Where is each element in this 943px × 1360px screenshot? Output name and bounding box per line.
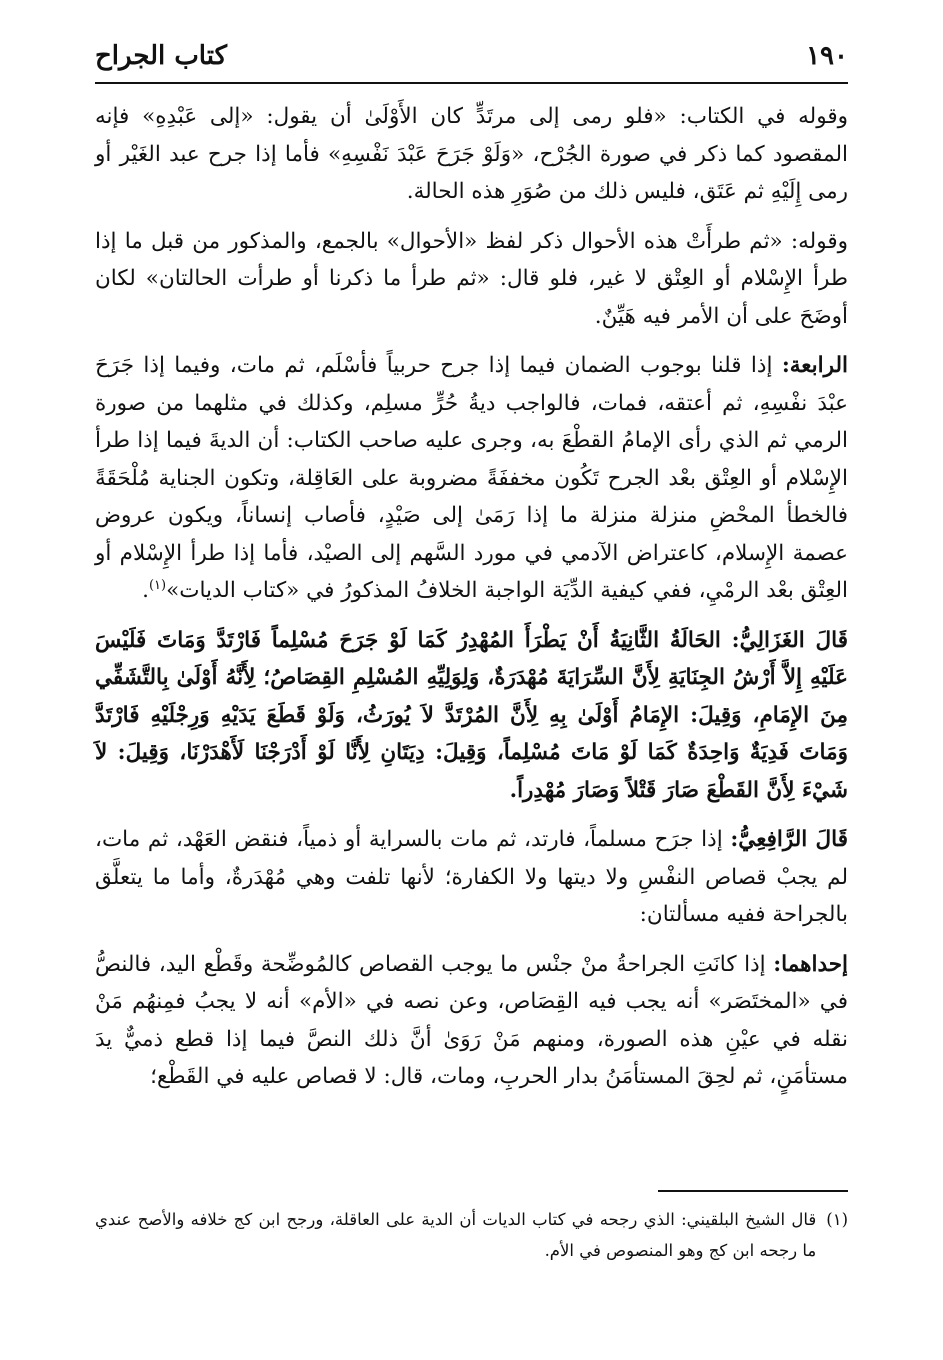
footnote: [95, 1204, 848, 1266]
paragraph: [95, 223, 848, 336]
page-header: [95, 36, 848, 76]
paragraph-text: وقوله: «ثم طرأَتْ هذه الأحوال ذكر لفظ «الأحوال» بالجمع، والمذكور من قبل ما إذا طرأ الإِسْلام أو العِتْق لا غير، فلو قال: «ثم طرأ ما ذكرنا أو طرأت الحالتان» لكان أوضَحَ على أن الأمر فيه هَيِّنٌ.: [95, 228, 848, 329]
paragraph-text: الحَالَةُ الثَّانِيَةُ أَنْ يَطْرَأَ المُهْدِرُ كَمَا لَوْ جَرَحَ مُسْلِماً فَارْتَدَّ وَمَاتَ فَلَيْسَ عَلَيْهِ إِلاَّ أَرْشُ الجِنَايَةِ لِأَنَّ السِّرَايَةَ مُهْدَرَةٌ، وَلِوَلِيِّهِ المُسْلِمِ القِصَاصُ؛ لِأَنَّهُ أَوْلَىٰ بِالتَّشَفِّي مِنَ الإِمَامِ، وَقِيلَ: الإِمَامُ أَوْلَىٰ بِهِ لِأَنَّ المُرْتَدَّ لاَ يُورَثُ، وَلَوْ قَطَعَ يَدَيْهِ وَرِجْلَيْهِ فَارْتَدَّ وَمَاتَ فَدِيَةٌ وَاحِدَةٌ كَمَا لَوْ مَاتَ مُسْلِماً، وَقِيلَ: دِيَتَانِ لِأَنَّا لَوْ أَدْرَجْنَا لَأَهْدَرْنَا، وَقِيلَ: لاَ شَيْءَ لِأَنَّ القَطْعَ صَارَ قَتْلاً وَصَارَ مُهْدِراً.: [95, 627, 848, 803]
paragraph-text: وقوله في الكتاب: «فلو رمى إلى مرتَدٍّ كان الأَوْلَىٰ أن يقول: «إلى عَبْدِهِ» فإنه المقصود كما ذكر في صورة الجُرْح، «وَلَوْ جَرَحَ عَبْدَ نَفْسِهِ» فأما إذا جرح عبد الغَيْر أو رمى إِلَيْهِ ثم عَتَق، فليس ذلك من صُوَرِ هذه الحالة.: [95, 104, 848, 204]
paragraph: [95, 946, 848, 1096]
footnote-text: قال الشيخ البلقيني: الذي رجحه في كتاب الديات أن الدية على العاقلة، ورجح ابن كج خلافه والأصح عندي ما رجحه ابن كج وهو المنصوص في الأم.: [95, 1210, 817, 1260]
paragraph: [95, 347, 848, 610]
footnotes: [95, 1204, 848, 1266]
paragraph-text: إذا كانَتِ الجراحةُ منْ جنْس ما يوجب القصاص كالمُوضِّحة وقَطْع اليد، فالنصُّ في «المختَصَر» أنه يجب فيه القِصَاص، وعن نصه في «الأم» أنه لا يجبُ فمِنهُم مَنْ نقله في عيْنِ هذه الصورة، ومنهم مَنْ رَوَىٰ أنَّ ذلك النصَّ فيما إذا قطع ذميٌّ يدَ مستأمَنٍ، ثم لحِقَ المستأمَنُ بدار الحربِ، ومات، قال: لا قصاص عليه في القَطْع؛: [95, 951, 848, 1089]
paragraph-text: إذا جرَح مسلماً، فارتد، ثم مات بالسراية أو ذمياً، فنقض العَهْد، ثم مات، لم يجبْ قصاص النفْسِ ولا ديتها ولا الكفارة؛ لأنها تلفت وهي مُهْدَرةٌ، وأما ما يتعلَّق بالجراحة ففيه مسألتان:: [95, 827, 848, 927]
paragraph-lead: الرابعة:: [781, 353, 848, 378]
quoted-paragraph: [95, 622, 848, 810]
footnote-number: (١): [826, 1210, 848, 1229]
paragraph-lead: إحداهما:: [773, 951, 848, 977]
page-number: ١٩٠: [806, 41, 848, 71]
paragraph-lead: قَالَ الرَّافِعِيُّ:: [730, 827, 848, 852]
paragraph-lead: قَالَ الغَزَالِيُّ:: [731, 627, 848, 653]
footnote-divider: [658, 1190, 848, 1192]
paragraph-tail: .: [142, 578, 149, 603]
header-divider: [95, 82, 848, 84]
paragraph-text: إذا قلنا بوجوب الضمان فيما إذا جرح حربياً فأسْلَم، ثم مات، وفيما إذا جَرَحَ عبْدَ نفْسِهِ، ثم أعتقه، فمات، فالواجب ديةُ حُرٍّ مسلِم، وكذلك في مثلهما من صورة الرمي ثم الذي رأى الإمامُ القطْعَ به، وجرى عليه صاحب الكتاب: أن الديةَ فيما إذا طرأ الإِسْلام أو العِتْق بعْد الجرح تَكُون مخففَةً مضروبة على العَاقِلة، وتكون الجناية مُلْحَقَةً فالخطأ المحْضِ منزلة منزلة ما إذا رَمَىٰ إلى صَيْدٍ، فأصاب إنساناً، ويكون عروض عصمة الإِسلام، كاعتراض الآدمي في مورد السَّهم إلى الصيْد، فأما إذا طرأ الإِسْلام أو العِتْق بعْد الرمْيِ، ففي كيفية الدِّيَة الواجبة الخلافُ المذكورُ في «كتاب الديات»: [95, 353, 848, 603]
paragraph: [95, 98, 848, 211]
chapter-title: كتاب الجراح: [95, 41, 227, 71]
paragraph: [95, 821, 848, 934]
main-text: [95, 98, 848, 1108]
footnote-reference: (١): [148, 577, 167, 593]
